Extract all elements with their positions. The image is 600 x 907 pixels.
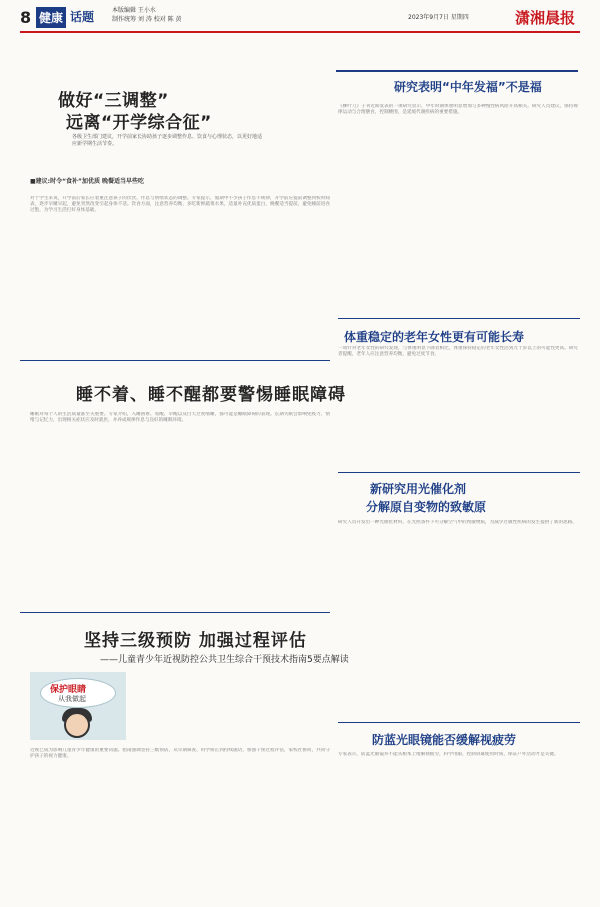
article-7-body: 专家表示，防蓝光眼镜并不能从根本上缓解视疲劳，科学用眼、控制屏幕使用时间、保证户外活动才是关键。	[338, 752, 559, 757]
article-2-title: 研究表明“中年发福”不是福	[394, 80, 542, 94]
article-1-lead: 各级卫生部门建议，开学前家长协助孩子逐步调整作息、饮食与心理状态，以更好地适应新学期生活节奏。	[72, 134, 263, 147]
article-1-subhead: ■建议:时令“食补”加优质 晚餐适当早些吃	[30, 178, 145, 185]
section-suffix: 话题	[70, 10, 95, 24]
divider	[338, 318, 580, 319]
masthead	[0, 0, 600, 36]
article-5-body: 研究人员开发出一种光催化材料，在光照条件下可分解空气中的致敏物质，为减少过敏性疾病的发生提供了新的思路。	[338, 520, 577, 525]
masthead-rule	[20, 31, 580, 33]
staff-line-2: 制作统筹 刘 涛 校对 陈 黄	[112, 16, 182, 23]
divider	[20, 360, 330, 361]
article-5-title-line-1: 新研究用光催化剂	[370, 482, 467, 496]
staff-credits	[112, 6, 182, 24]
article-1-title-line-1: 做好“三调整”	[58, 91, 169, 111]
divider	[338, 722, 580, 723]
section-tag: 健康	[36, 7, 66, 28]
child-face-icon	[64, 712, 90, 738]
article-3-body: 睡眠对每个人的生活质量都至关重要。专家介绍，入睡困难、易醒、早醒以及白天过度嗜睡，都可能是睡眠障碍的表现。长期失眠会影响免疫力、情绪与记忆力，出现相关症状应及时就医，并养成规律作息与良好的睡眠环境。	[30, 412, 330, 424]
article-7-title: 防蓝光眼镜能否缓解视疲劳	[372, 733, 517, 747]
article-6-illustration	[30, 672, 126, 740]
article-6-subtitle: ——儿童青少年近视防控公共卫生综合干预技术指南5要点解读	[100, 655, 349, 665]
page-number: 8	[20, 8, 32, 27]
article-1-body: 对于学生来说，开学前后家长应着重注意孩子的饮食、作息与情绪状态的调整。专家提示，假期中不少孩子作息不规律，开学前应提前调整到校时间表，逐步早睡早起，避免突然改变引起身体不适。饮食方面，注意营养均衡，多吃新鲜蔬菜水果，适量补充优质蛋白，晚餐适当提前，避免睡前进食过饱，为学习生活打好身体基础。	[30, 196, 330, 214]
divider	[20, 612, 330, 613]
article-2-body: 《柳叶刀》子刊近期发表的一项研究显示，中年时期体重明显增加与多种慢性病风险升高相关。研究人员建议，保持规律运动与合理膳食，控制腰围，是延缓代谢疾病的重要措施。	[338, 104, 578, 116]
staff-line-1: 本版编辑 王小水	[112, 7, 156, 14]
issue-date: 2023年9月7日 星期四	[408, 14, 469, 21]
article-5-title-line-2: 分解原自变物的致敏原	[366, 500, 487, 514]
illustration-text: 保护眼睛	[50, 685, 87, 695]
article-1-title-line-2: 远离“开学综合征”	[66, 113, 212, 133]
article-4-body: 一项针对老年女性的研究发现，与体重明显下降者相比，体重保持稳定的老年女性活到九十岁以上的可能性更高。研究者提醒，老年人应注意营养均衡，避免过度节食。	[338, 346, 578, 358]
illustration-subtext: 从我做起	[58, 695, 86, 703]
article-3-title: 睡不着、睡不醒都要警惕睡眠障碍	[76, 385, 346, 405]
article-4-title: 体重稳定的老年女性更有可能长寿	[344, 330, 525, 344]
divider	[338, 472, 580, 473]
paper-logo: 潇湘晨报	[515, 9, 576, 27]
article-6-body: 近视已成为影响儿童青少年健康的重要问题。指南强调坚持三级预防，从早期筛查、科学矫正到持续随访，加强干预过程评估，家校社协同，共同守护孩子的视力健康。	[30, 748, 330, 760]
article-6-title: 坚持三级预防 加强过程评估	[84, 631, 307, 651]
